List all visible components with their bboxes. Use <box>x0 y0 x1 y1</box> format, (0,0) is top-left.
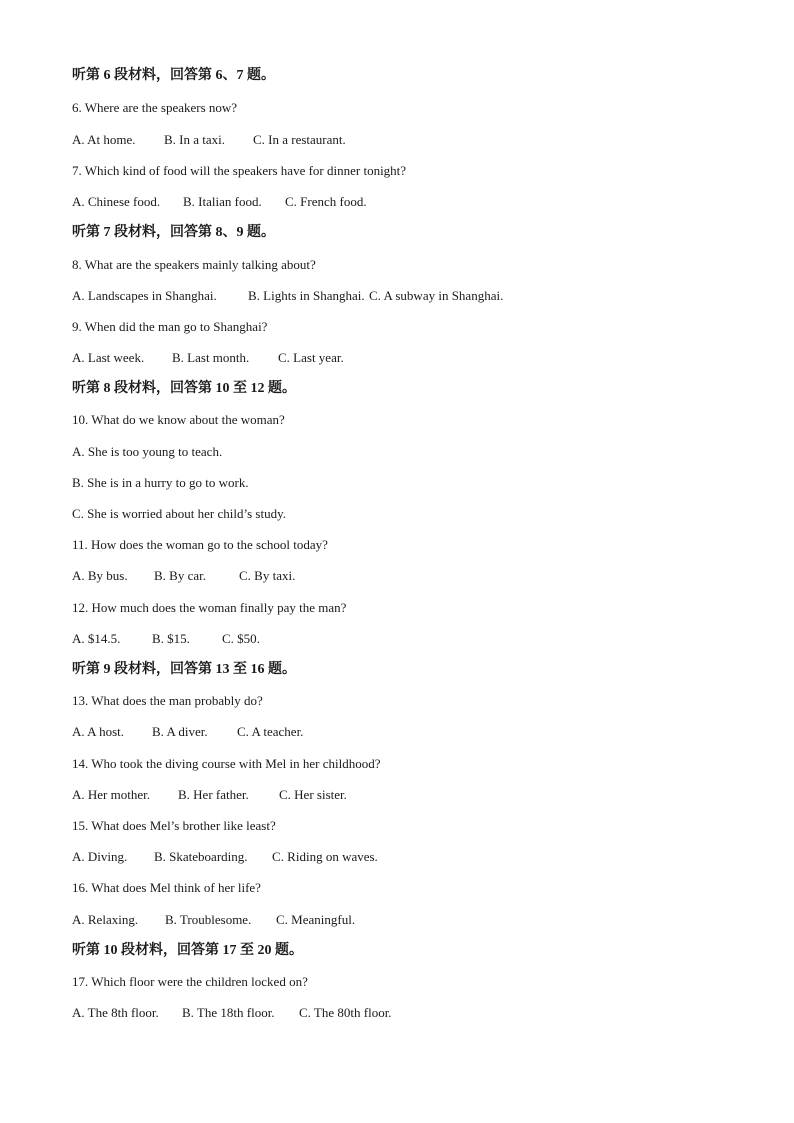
question-text: 8. What are the speakers mainly talking about? <box>72 257 316 272</box>
question-text: 14. Who took the diving course with Mel in her childhood? <box>72 756 381 771</box>
option-b: B. She is in a hurry to go to work. <box>72 475 249 490</box>
option-c: C. Riding on waves. <box>272 849 378 864</box>
option-c: C. $50. <box>222 631 260 646</box>
option-a: A. $14.5. <box>72 631 121 646</box>
option-b: B. Italian food. <box>183 194 262 209</box>
options-row <box>72 849 378 865</box>
option-a: A. By bus. <box>72 568 128 583</box>
question-text: 10. What do we know about the woman? <box>72 412 285 427</box>
option-a: A. Her mother. <box>72 787 150 802</box>
question-text: 17. Which floor were the children locked on? <box>72 974 308 989</box>
option-c: C. In a restaurant. <box>253 132 346 147</box>
option-c: C. A subway in Shanghai. <box>369 288 504 303</box>
options-row <box>72 724 303 740</box>
options-row <box>72 194 367 210</box>
option-c: C. By taxi. <box>239 568 296 583</box>
options-row <box>72 912 355 928</box>
option-b: B. The 18th floor. <box>182 1005 275 1020</box>
option-b: B. Troublesome. <box>165 912 252 927</box>
option-c: C. Her sister. <box>279 787 347 802</box>
section-heading: 听第 8 段材料，回答第 10 至 12 题。 <box>72 381 296 396</box>
options-row <box>72 350 344 366</box>
option-c: C. The 80th floor. <box>299 1005 392 1020</box>
section-heading: 听第 7 段材料，回答第 8、9 题。 <box>72 225 275 240</box>
question-text: 7. Which kind of food will the speakers have for dinner tonight? <box>72 163 407 178</box>
option-a: A. Last week. <box>72 350 145 365</box>
question-text: 11. How does the woman go to the school today? <box>72 537 328 552</box>
option-a: A. Chinese food. <box>72 194 161 209</box>
option-a: A. She is too young to teach. <box>72 444 223 459</box>
option-b: B. Last month. <box>172 350 250 365</box>
option-a: A. A host. <box>72 724 125 739</box>
question-text: 12. How much does the woman finally pay the man? <box>72 600 347 615</box>
question-text: 9. When did the man go to Shanghai? <box>72 319 268 334</box>
options-row <box>72 132 346 148</box>
option-a: A. Relaxing. <box>72 912 139 927</box>
option-a: A. Diving. <box>72 849 128 864</box>
options-row <box>72 288 503 304</box>
options-row <box>72 1005 392 1021</box>
option-b: B. By car. <box>154 568 206 583</box>
option-c: C. French food. <box>285 194 367 209</box>
option-c: C. She is worried about her child’s study. <box>72 506 286 521</box>
option-b: B. Lights in Shanghai. <box>248 288 365 303</box>
option-c: C. Meaningful. <box>276 912 356 927</box>
option-c: C. Last year. <box>278 350 344 365</box>
option-a: A. At home. <box>72 132 136 147</box>
question-text: 16. What does Mel think of her life? <box>72 880 261 895</box>
options-row <box>72 787 347 803</box>
option-a: A. The 8th floor. <box>72 1005 159 1020</box>
question-text: 15. What does Mel’s brother like least? <box>72 818 276 833</box>
option-a: A. Landscapes in Shanghai. <box>72 288 217 303</box>
options-row <box>72 568 295 584</box>
options-row <box>72 631 260 647</box>
option-c: C. A teacher. <box>237 724 304 739</box>
option-b: B. In a taxi. <box>164 132 226 147</box>
question-text: 13. What does the man probably do? <box>72 693 263 708</box>
section-heading: 听第 10 段材料，回答第 17 至 20 题。 <box>72 943 303 958</box>
option-b: B. $15. <box>152 631 190 646</box>
question-text: 6. Where are the speakers now? <box>72 100 238 115</box>
option-b: B. Her father. <box>178 787 249 802</box>
section-heading: 听第 6 段材料，回答第 6、7 题。 <box>72 68 275 83</box>
section-heading: 听第 9 段材料，回答第 13 至 16 题。 <box>72 662 296 677</box>
option-b: B. A diver. <box>152 724 208 739</box>
option-b: B. Skateboarding. <box>154 849 248 864</box>
